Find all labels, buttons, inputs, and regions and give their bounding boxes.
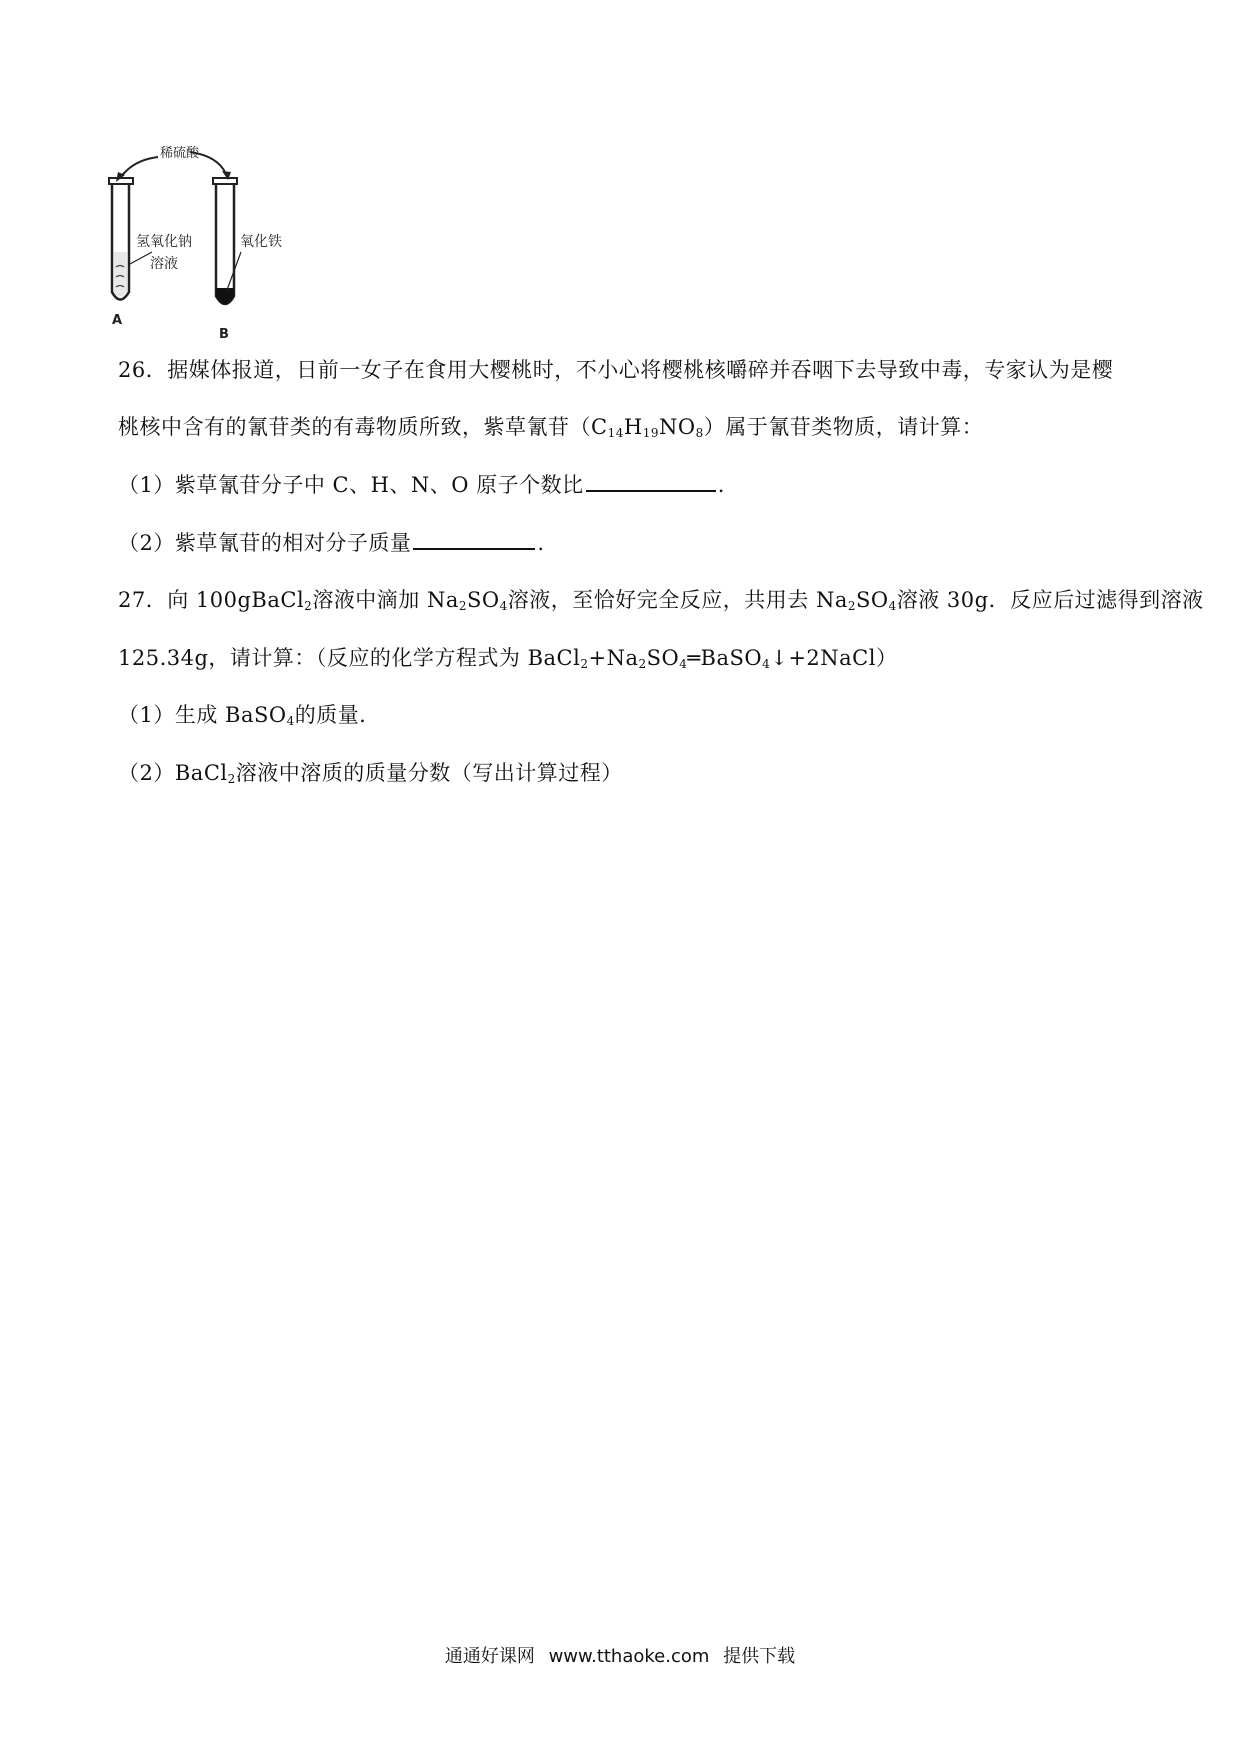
label-naoh: 氢氧化钠: [136, 234, 192, 250]
arrow-to-tube-a: [120, 157, 158, 178]
label-dilute-acid: 稀硫酸: [160, 146, 200, 161]
test-tube-diagram: [108, 142, 320, 347]
tube-b: [213, 178, 237, 304]
q27-part2: （2）BaCl$_2$溶液中溶质的质量分数（写出计算过程）: [118, 761, 623, 786]
footer-site-name: 通通好课网: [444, 1646, 535, 1667]
q27-part1: （1）生成 BaSO$_4$的质量．: [118, 703, 381, 728]
q26-part2: （2）紫草氰苷的相对分子质量 .: [118, 528, 545, 558]
pointer-a: [130, 252, 152, 264]
footer-url[interactable]: www.tthaoke.com: [548, 1646, 710, 1667]
q26-part1: （1）紫草氰苷分子中 C、H、N、O 原子个数比 .: [118, 470, 725, 500]
letter-b: B: [219, 327, 229, 342]
answer-blank-2[interactable]: [413, 528, 535, 550]
answer-blank-1[interactable]: [586, 470, 716, 492]
q27-line2: 125.34g，请计算：（反应的化学方程式为 $BaCl_2+Na_2SO_4═BaSO_4↓+2NaCl$）: [118, 646, 898, 671]
label-iron-oxide: 氧化铁: [240, 234, 282, 250]
q26-intro-line1: 26．据媒体报道，日前一女子在食用大樱桃时，不小心将樱桃核嚼碎并吞咽下去导致中毒，专家认为是樱: [118, 358, 1114, 382]
q27-line1: 27．向 100gBaCl$_2$溶液中滴加 $Na_2SO_4$溶液，至恰好完全反应，共用去 $Na_2SO_4$溶液 30g．反应后过滤得到溶液: [118, 588, 1204, 613]
q26-intro-line2: 桃核中含有的氰苷类的有毒物质所致，紫草氰苷$(C_{14}H_{19}NO_8)$属于氰苷类物质，请计算：: [118, 415, 984, 440]
page-footer: [0, 1642, 1240, 1668]
letter-a: A: [112, 313, 123, 328]
footer-suffix: 提供下载: [723, 1646, 796, 1667]
tube-a: [109, 178, 133, 300]
label-solution: 溶液: [150, 256, 178, 272]
